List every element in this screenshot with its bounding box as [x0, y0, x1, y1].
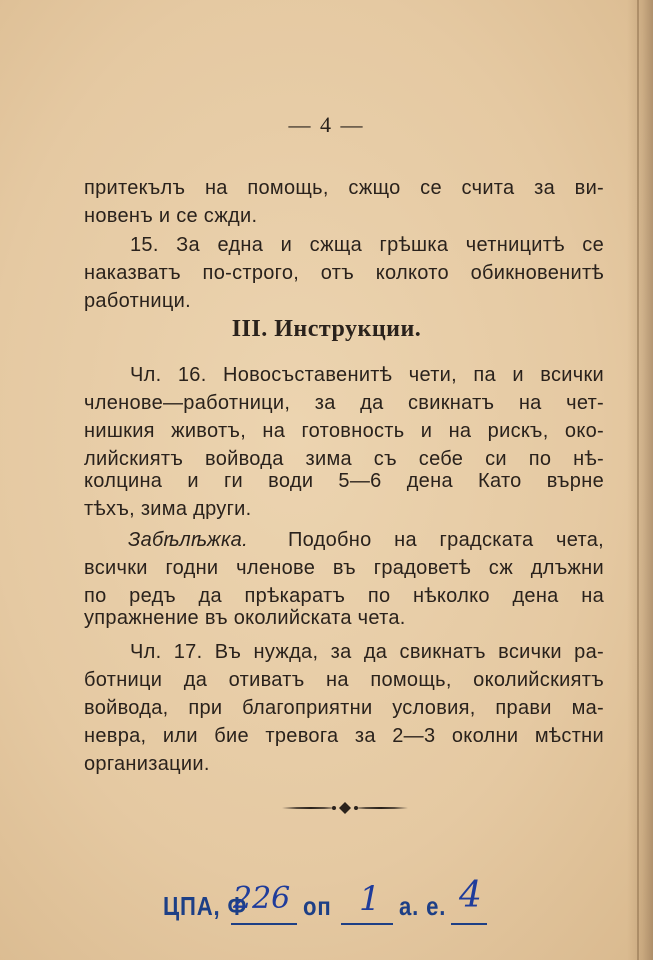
text-line: всички годни членове въ градоветѣ сж длъжни: [84, 557, 604, 579]
text-line: колцина и ги води 5—6 дена Като върне: [84, 470, 604, 492]
stamp-op-underline: [341, 923, 393, 925]
text-line: притекълъ на помощь, сжщо се счита за ви-: [84, 177, 604, 199]
text-line: нишкия животъ, на готовность и на рискъ, око-: [84, 420, 604, 442]
text-line: Подобно на градската чета,: [288, 529, 604, 551]
page-edge-shadow: [627, 0, 653, 960]
text-line: наказватъ по-строго, отъ колкото обикновенитѣ: [84, 262, 604, 284]
text-line: по редъ да прѣкаратъ по нѣколко дена на: [84, 585, 604, 607]
ornament-divider-icon: [282, 798, 408, 818]
text-line: членове—работници, за да свикнатъ на чет-: [84, 392, 604, 414]
text-line: новенъ и се сжди.: [84, 205, 258, 227]
note-label: Забѣлѣжка.: [128, 529, 248, 551]
stamp-fond-number: 226: [233, 881, 291, 916]
text-line: работници.: [84, 290, 191, 312]
text-line: 15. За една и сжща грѣшка четницитѣ се: [130, 234, 604, 256]
stamp-op-number: 1: [359, 879, 381, 919]
stamp-fond-underline: [231, 923, 297, 925]
section-heading: III. Инструкции.: [231, 316, 422, 342]
stamp-ae-number: 4: [459, 875, 482, 916]
text-line: войвода, при благоприятни условия, прави ма-: [84, 697, 604, 719]
text-line: упражнение въ околийската чета.: [84, 607, 406, 629]
text-line: организации.: [84, 753, 210, 775]
stamp-ae-underline: [451, 923, 487, 925]
text-line: Чл. 17. Въ нужда, за да свикнатъ всички ра-: [130, 641, 604, 663]
stamp-archive-label: ЦПА, Ф: [163, 891, 248, 921]
text-line: невра, или бие тревога за 2—3 околни мѣстни: [84, 725, 604, 747]
stamp-op-label: оп: [303, 891, 332, 921]
text-line: Чл. 16. Новосъставенитѣ чети, па и всички: [130, 364, 604, 386]
text-line: ботници да отиватъ на помощь, околийскиятъ: [84, 669, 604, 691]
text-line: лийскиятъ войвода зима съ себе си по нѣ-: [84, 448, 604, 470]
stamp-ae-label: а. е.: [399, 891, 447, 921]
text-line: тѣхъ, зима други.: [84, 498, 252, 520]
archive-stamp: [163, 875, 493, 935]
page-number: — 4 —: [288, 112, 365, 137]
page-fold-line: [637, 0, 639, 960]
